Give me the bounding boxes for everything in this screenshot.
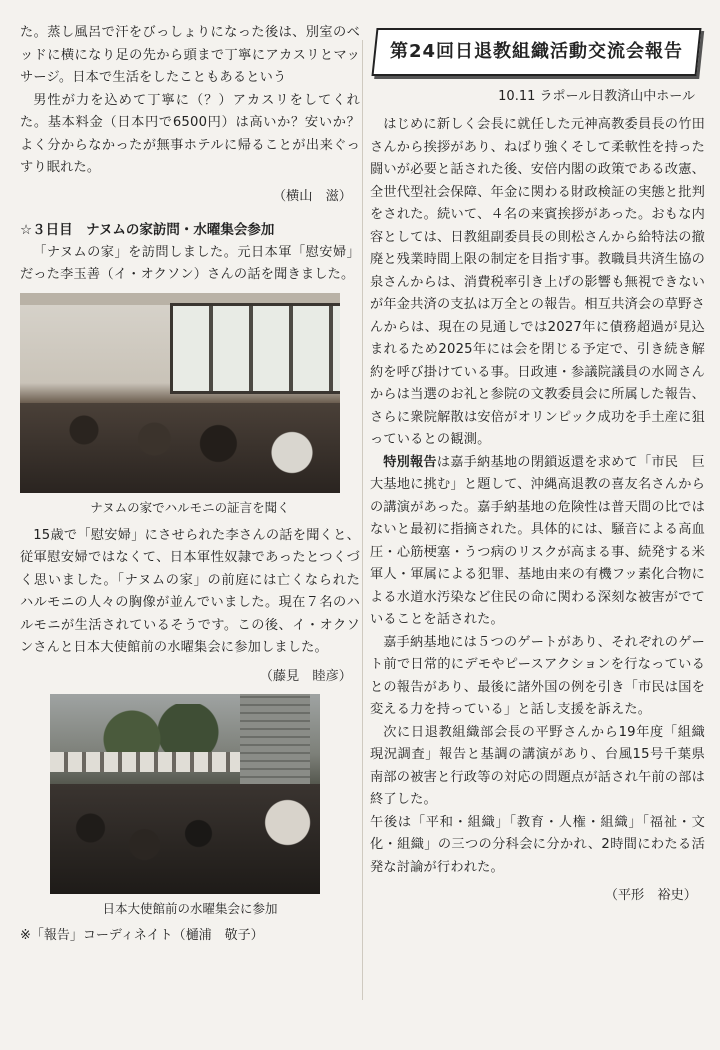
author-signature: （横山 滋） — [272, 188, 352, 204]
photo-caption: ナヌムの家でハルモニの証言を聞く — [90, 499, 290, 515]
wednesday-rally-photo — [50, 694, 320, 894]
author-signature: （藤見 睦彦） — [259, 668, 352, 684]
left-column — [20, 22, 360, 946]
special-report-label: 特別報告 — [383, 454, 437, 470]
day3-heading: ☆３日目 ナヌムの家訪問・水曜集会参加 — [20, 221, 275, 238]
trip-text-continued: た。蒸し風呂で汗をびっしょりになった後は、別室のベッドに横になり足の先から頭まで丁寧にアカスリとマッサージ。日本で生活をしたこともあるという — [20, 25, 360, 85]
article-title-box — [371, 28, 701, 76]
afternoon-paragraph: 午後は「平和・組織」「教育・人権・組織」「福祉・文化・組織」の三つの分科会に分かれ、2時間にわたる活発な討論が行われた。 — [370, 814, 705, 875]
column-divider — [362, 40, 363, 1000]
special-report-paragraph — [370, 452, 705, 632]
author-signature: （平形 裕史） — [604, 888, 697, 903]
event-date-venue: 10.11 ラポール日教済山中ホール — [498, 89, 695, 104]
right-column — [370, 22, 705, 913]
special-report-text: は嘉手納基地の閉鎖返還を求めて「市民 巨大基地に挑む」と題して、沖縄高退教の喜友名さんからの講演があった。嘉手納基地の危険性は普天間の比ではないと最初に指摘された。具体的には、騒音による高血圧・心筋梗塞・うつ病のリスクが高まる事、続発する米軍人・軍属による犯罪、基地由来の有機フッ素化合物による水道水汚染など住民の命に関わる深刻な被害がでていることを話された。 — [370, 454, 705, 627]
opening-paragraph: はじめに新しく会長に就任した元神高教委員長の竹田さんから挨拶があり、ねばり強くそして柔軟性を持った闘いが必要と話された後、安倍内閣の政策である改憲、全世代型社会保障、年金に関わる財政検証の実態と批判をされた。続いて、４名の来賓挨拶があった。おもな内容としては、日教組副委員長の則松さんから給特法の撤廃と残業時間上限の制定を目指す事。教職員共済生協の泉さんからは、消費税率引き上げの影響も無視できないが年金共済の支払は万全との報告。相互共済会の草野さんからは、現在の見通しでは2027年に債務超過が見込まれるため2025年には会を閉じる予定で、引き続き解約を呼び掛けている事。日政連・参議院議員の水岡さんからは当選のお礼と参院の文教委員会に所属した報告、さらに衆院解散は安倍がオリンピック成功を手土産に狙っているとの観測。 — [370, 117, 705, 447]
nanum-house-photo — [20, 293, 340, 493]
photo-caption: 日本大使館前の水曜集会に参加 — [102, 900, 278, 916]
testimony-paragraph: 15歳で「慰安婦」にさせられた李さんの話を聞くと、従軍慰安婦ではなくて、日本軍性奴隷であったとつくづく思いました。「ナヌムの家」の前庭には亡くなられたハルモニの人々の胸像が並んでいました。現在７名のハルモニが生活されているそうです。この後、イ・オクソンさんと日本大使館前の水曜集会に参加しました。 — [20, 527, 360, 655]
organization-report-paragraph: 次に日退教組織部会長の平野さんから19年度「組織現況調査」報告と基調の講演があり、台風15号千葉県南部の被害と行政等の対応の問題点が話され午前の部は終了した。 — [370, 724, 705, 807]
nanum-visit-paragraph: 「ナヌムの家」を訪問しました。元日本軍「慰安婦」だった李玉善（イ・オクソン）さんの話を聞きました。 — [20, 244, 360, 282]
article-title: 第24回日退教組織活動交流会報告 — [389, 41, 684, 62]
kadena-gates-paragraph: 嘉手納基地には５つのゲートがあり、それぞれのゲート前で日常的にデモやピースアクションを行なっているとの報告があり、最後に諸外国の例を引き「市民は国を変える力を持っている」と話し支援を訴えた。 — [370, 634, 705, 717]
coordinator-note: ※「報告」コーディネイト（樋浦 敬子） — [20, 927, 264, 943]
trip-text-paragraph: 男性が力を込めて丁寧に（？）アカスリをしてくれた。基本料金（日本円で6500円）は高いか？安いか？よく分からなかったが無事ホテルに帰ることが出来ぐっすり眠れた。 — [20, 92, 360, 175]
